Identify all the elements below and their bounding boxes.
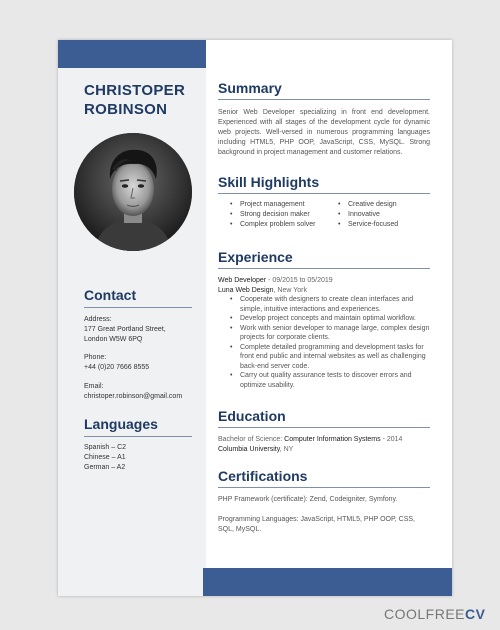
school: Columbia University [218, 446, 280, 453]
experience-entry [218, 276, 430, 390]
email-value: christoper.robinson@gmail.com [84, 393, 183, 400]
name-last: ROBINSON [84, 101, 168, 118]
certification-line-1: PHP Framework (certificate): Zend, Codeigniter, Symfony. [218, 496, 398, 503]
skill-item: • Project management [230, 200, 338, 210]
contact-email [84, 382, 202, 402]
job-bullets [230, 295, 430, 390]
job-title-line [218, 276, 430, 286]
brand-name: COOLFREE [384, 606, 466, 622]
address-line1: 177 Great Portland Street, [84, 326, 166, 333]
certification-line-2: Programming Languages: JavaScript, HTML5, PHP OOP, CSS, SQL, MySQL. [218, 516, 415, 533]
skill-item: • Complex problem solver [230, 220, 338, 230]
address-label: Address: [84, 316, 112, 323]
summary-text: Senior Web Developer specializing in front end development. Experienced with all stages of the development cycle for dynamic web projects. Well-versed in numerous programming languages including HTML5, PHP OOP, JavaScript, CSS, MySQL. Strong background in project management and customer relations. [218, 109, 430, 156]
degree: Bachelor of Science: [218, 436, 285, 443]
education-heading: Education [218, 408, 430, 428]
job-dates: - 09/2015 to 05/2019 [266, 277, 333, 284]
job-bullet: • Complete detailed programming and development tasks for front end public and internal websites as well as challenging back-end server code. [230, 343, 430, 372]
skills-column-1 [230, 200, 338, 230]
skills-heading: Skill Highlights [218, 174, 430, 194]
degree-field: Computer Information Systems [284, 436, 381, 443]
job-company-line [218, 286, 430, 296]
degree-year: - 2014 [380, 436, 403, 443]
job-bullet: • Develop project concepts and maintain optimal workflow. [230, 314, 430, 324]
education-entry [218, 435, 430, 455]
job-location: , New York [273, 286, 307, 294]
language-item: Chinese – A1 [84, 454, 126, 461]
education-degree-line [218, 435, 430, 445]
skill-item: • Creative design [338, 200, 430, 210]
skill-item: • Service-focused [338, 220, 430, 230]
job-bullet: • Cooperate with designers to create clean interfaces and simple, intuitive interactions and experiences. [230, 295, 430, 314]
experience-heading: Experience [218, 249, 430, 269]
skills-column-2 [338, 200, 430, 230]
skill-item: • Strong decision maker [230, 210, 338, 220]
resume-sheet [58, 40, 452, 596]
language-item: Spanish – C2 [84, 444, 127, 451]
profile-photo [74, 133, 192, 251]
portrait-image [74, 133, 192, 251]
contact-address [84, 315, 202, 345]
phone-value: +44 (0)20 7666 8555 [84, 364, 150, 371]
certifications-heading: Certifications [218, 468, 430, 488]
summary-heading: Summary [218, 80, 430, 100]
address-line2: London W5W 6PQ [84, 336, 143, 343]
candidate-name [84, 81, 202, 119]
languages-heading: Languages [84, 416, 192, 437]
skill-item: • Innovative [338, 210, 430, 220]
education-school-line [218, 445, 430, 455]
job-bullet: • Carry out quality assurance tests to discover errors and optimize usability. [230, 371, 430, 390]
brand-suffix: CV [465, 606, 486, 622]
bottom-accent-bar [203, 568, 452, 596]
email-label: Email: [84, 383, 104, 390]
school-location: , NY [279, 446, 294, 453]
languages-list [84, 443, 202, 473]
job-role: Web Developer [218, 277, 267, 284]
phone-label: Phone: [84, 354, 107, 361]
contact-phone [84, 353, 202, 373]
name-first: CHRISTOPER [84, 82, 186, 99]
contact-heading: Contact [84, 287, 192, 308]
top-accent-bar [58, 40, 206, 68]
brand-watermark [384, 606, 494, 622]
job-company: Luna Web Design [218, 286, 274, 294]
job-bullet: • Work with senior developer to manage large, complex design projects for corporate clients. [230, 324, 430, 343]
language-item: German – A2 [84, 464, 126, 471]
